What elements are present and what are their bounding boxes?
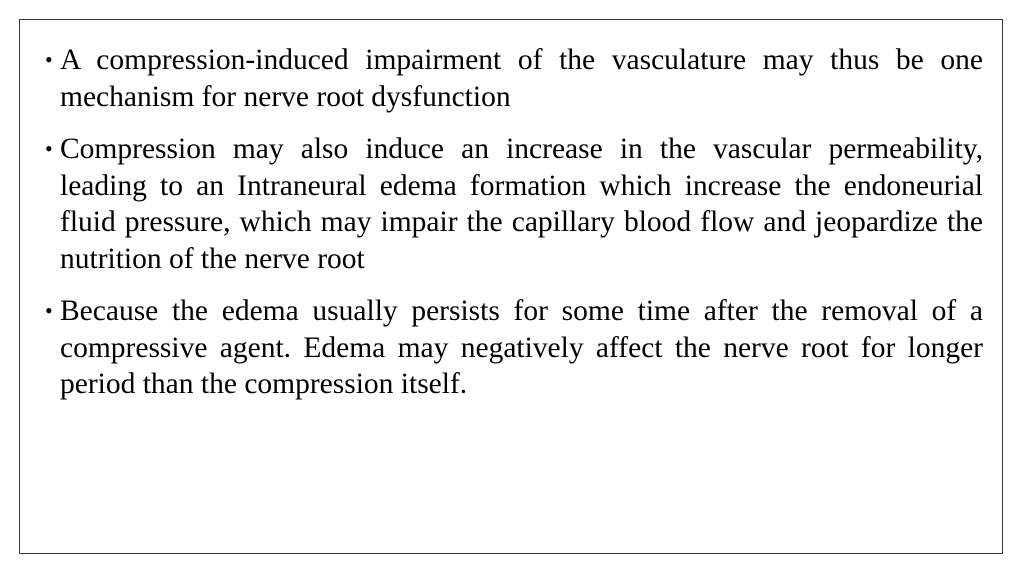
- bullet-item-edema: [45, 293, 983, 403]
- slide-frame: [19, 19, 1003, 554]
- bullet-text: Compression may also induce an increase in the vascular permeability, leading to an Intraneural edema formation which increase the endoneurial fluid pressure, which may impair the capillary blood flow and jeopardize the nutrition of the nerve root: [60, 133, 983, 275]
- bullet-icon: •: [45, 136, 53, 161]
- bullet-item-permeability: [45, 131, 983, 277]
- bullet-text: A compression-induced impairment of the vasculature may thus be one mechanism for nerve root dysfunction: [60, 44, 983, 113]
- bullet-list: [45, 42, 983, 419]
- bullet-icon: •: [45, 298, 53, 323]
- bullet-icon: •: [45, 47, 53, 72]
- bullet-item-vasculature: [45, 42, 983, 115]
- bullet-text: Because the edema usually persists for some time after the removal of a compressive agent. Edema may negatively affect the nerve root for longer period than the compression itself.: [60, 295, 983, 400]
